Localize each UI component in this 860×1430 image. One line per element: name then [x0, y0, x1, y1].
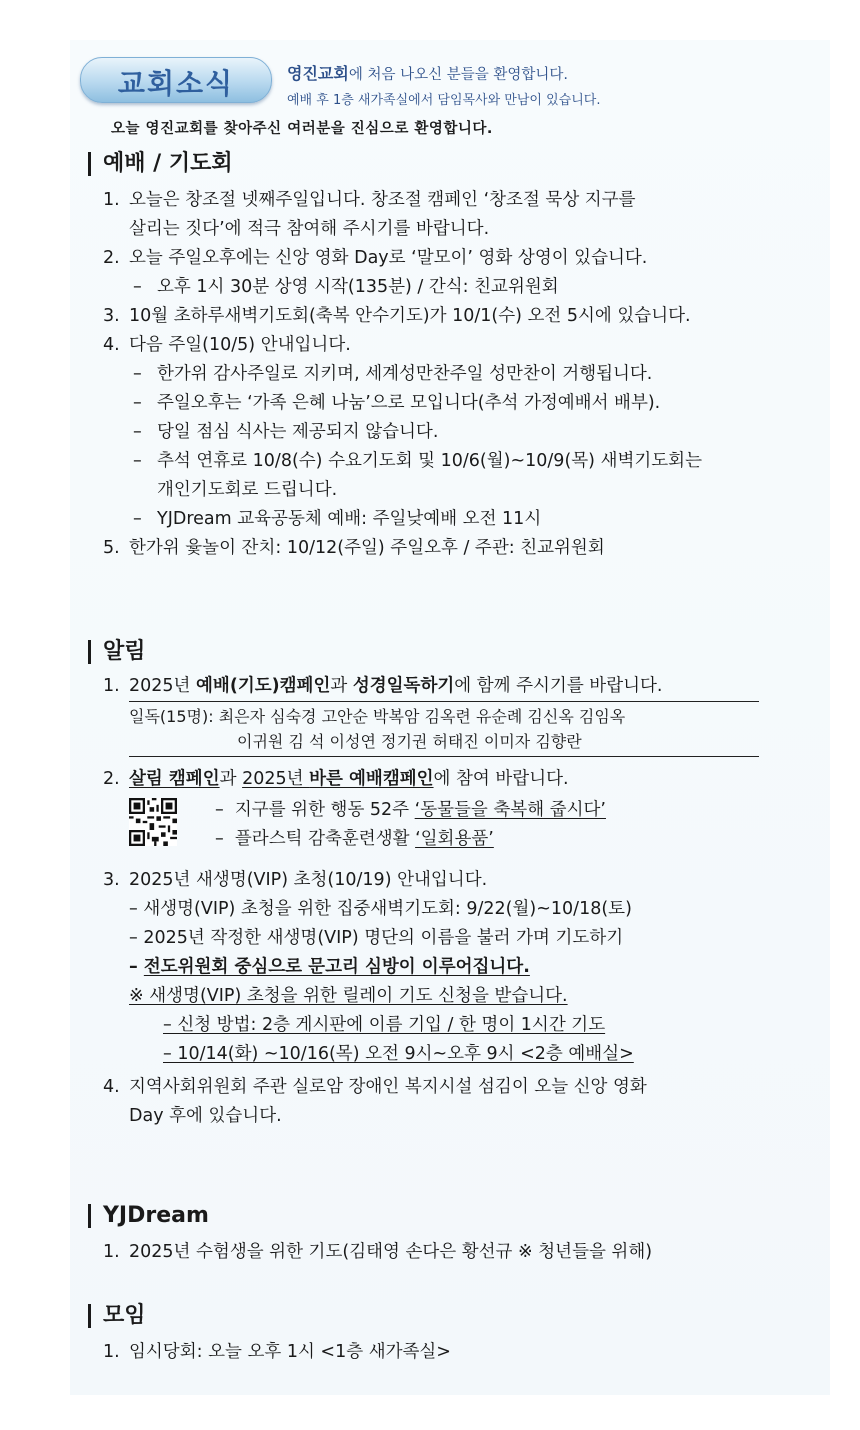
sub-item-continued: 개인기도회로 드립니다. — [157, 480, 338, 500]
section-title-meeting: 모임 — [88, 1304, 146, 1328]
list-item-continued: 살리는 짓다’에 적극 참여해 주시기를 바랍니다. — [129, 219, 490, 239]
sub-item: – YJDream 교육공동체 예배: 주일낮예배 오전 11시 — [133, 509, 542, 529]
section-title-notice: 알림 — [88, 640, 146, 664]
list-item-continued: Day 후에 있습니다. — [129, 1106, 282, 1126]
list-item: 5. 한가위 윷놀이 잔치: 10/12(주일) 주일오후 / 주관: 친교위원회 — [103, 538, 605, 558]
sub-item: – 전도위원회 중심으로 문고리 심방이 이루어집니다. — [129, 957, 530, 977]
list-item: 2. 오늘 주일오후에는 신앙 영화 Day로 ‘말모이’ 영화 상영이 있습니다. — [103, 248, 648, 268]
header-intro — [287, 61, 600, 108]
sub-item: – 추석 연휴로 10/8(수) 수요기도회 및 10/6(월)~10/9(목) 새벽기도회는 — [133, 451, 702, 471]
meeting-list — [103, 1338, 793, 1367]
header-line-1-rest: 에 처음 나오신 분들을 환영합니다. — [348, 67, 568, 83]
campaign-line-1: – 지구를 위한 행동 52주 ‘동물들을 축복해 줍시다’ — [215, 800, 606, 820]
notice-list — [103, 672, 793, 1131]
list-item: 4. 다음 주일(10/5) 안내입니다. — [103, 335, 351, 355]
church-name: 영진교회 — [287, 64, 349, 83]
section-title-worship: 예배 / 기도회 — [88, 152, 233, 176]
campaign-line-2: – 플라스틱 감축훈련생활 ‘일회용품’ — [215, 829, 494, 849]
section-title-yjdream: YJDream — [88, 1204, 209, 1228]
list-item: 1. 임시당회: 오늘 오후 1시 <1층 새가족실> — [103, 1342, 451, 1362]
bible-reading-list — [129, 701, 759, 757]
logo-text: 교회소식 — [117, 67, 235, 100]
bible-reading-line-2: 이귀원 김 석 이성연 정기권 허태진 이미자 김향란 — [237, 732, 582, 751]
list-item: 3. 2025년 새생명(VIP) 초청(10/19) 안내입니다. — [103, 870, 488, 890]
header-line-1 — [287, 61, 600, 84]
sub-item: – 새생명(VIP) 초청을 위한 집중새벽기도회: 9/22(월)~10/18(토) — [129, 899, 632, 919]
relay-prayer-note: ※ 새생명(VIP) 초청을 위한 릴레이 기도 신청을 받습니다. — [129, 986, 568, 1006]
list-item: 4. 지역사회위원회 주관 실로암 장애인 복지시설 섬김이 오늘 신앙 영화 — [103, 1077, 647, 1097]
sub-item: – 한가위 감사주일로 지키며, 세계성만찬주일 성만찬이 거행됩니다. — [133, 364, 653, 384]
relay-prayer-method: – 신청 방법: 2층 게시판에 이름 기입 / 한 명이 1시간 기도 — [163, 1015, 606, 1035]
sub-item: – 2025년 작정한 새생명(VIP) 명단의 이름을 불러 가며 기도하기 — [129, 928, 624, 948]
qr-code-icon[interactable] — [129, 798, 177, 846]
church-news-logo — [80, 57, 272, 103]
list-item: 2. 살림 캠페인과 2025년 바른 예배캠페인에 참여 바랍니다. — [103, 769, 569, 789]
welcome-message: 오늘 영진교회를 찾아주신 여러분을 진심으로 환영합니다. — [111, 121, 493, 137]
relay-prayer-schedule: – 10/14(화) ~10/16(목) 오전 9시~오후 9시 <2층 예배실> — [163, 1044, 634, 1064]
sub-item: – 주일오후는 ‘가족 은혜 나눔’으로 모입니다(추석 가정예배서 배부). — [133, 393, 661, 413]
list-item: 1. 오늘은 창조절 넷째주일입니다. 창조절 캠페인 ‘창조절 묵상 지구를 — [103, 190, 636, 210]
yjdream-list — [103, 1238, 793, 1267]
list-item: 1. 2025년 예배(기도)캠페인과 성경일독하기에 함께 주시기를 바랍니다. — [103, 676, 663, 696]
header-line-2: 예배 후 1층 새가족실에서 담임목사와 만남이 있습니다. — [287, 93, 601, 108]
list-item: 1. 2025년 수험생을 위한 기도(김태영 손다은 황선규 ※ 청년들을 위해) — [103, 1242, 653, 1262]
bible-reading-line-1: 일독(15명): 최은자 심숙경 고안순 박복암 김옥련 유순례 김신옥 김임옥 — [129, 707, 626, 726]
list-item: 3. 10월 초하루새벽기도회(축복 안수기도)가 10/1(수) 오전 5시에 있습니다. — [103, 306, 691, 326]
sub-item: – 오후 1시 30분 상영 시작(135분) / 간식: 친교위원회 — [133, 277, 559, 297]
campaign-block — [103, 794, 793, 854]
worship-list — [103, 186, 793, 563]
sub-item: – 당일 점심 식사는 제공되지 않습니다. — [133, 422, 439, 442]
